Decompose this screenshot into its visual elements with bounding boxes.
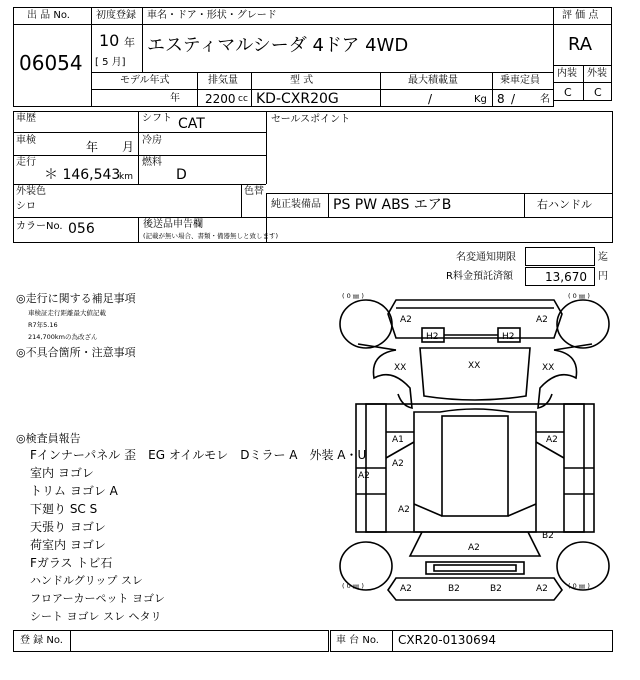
inspector-line: 天張り ヨゴレ bbox=[30, 520, 106, 534]
overall-grade: RA bbox=[568, 34, 593, 55]
interior-score: C bbox=[564, 86, 572, 99]
mileage-note-line: R7年5.16 bbox=[28, 321, 58, 329]
tire-label: ( 0 ㎜ ) bbox=[342, 292, 364, 300]
registration-no-label: 登 録 No. bbox=[20, 635, 63, 646]
damage-mark: A2 bbox=[546, 435, 558, 445]
fuel-label: 燃料 bbox=[142, 157, 162, 168]
chassis-no-value: CXR20-0130694 bbox=[398, 633, 496, 647]
max-load-unit: Kg bbox=[474, 94, 487, 105]
inspector-line: 荷室内 ヨゴレ bbox=[30, 538, 106, 552]
color-no-value: 056 bbox=[68, 221, 95, 237]
ac-label: 冷房 bbox=[142, 135, 162, 146]
inspection-label: 車検 bbox=[16, 135, 36, 146]
inspector-title: ◎検査員報告 bbox=[16, 432, 81, 445]
damage-mark: A2 bbox=[536, 584, 548, 594]
first-reg-label: 初度登録 bbox=[96, 10, 136, 21]
grade-label: 評 価 点 bbox=[562, 10, 599, 21]
damage-mark: B2 bbox=[448, 584, 460, 594]
inspector-line: Fインナーパネル 歪 EG オイルモレ Dミラー A 外装 A・U bbox=[30, 448, 367, 462]
color-label: 外装色 bbox=[16, 186, 46, 197]
color-no-label: カラーNo. bbox=[16, 221, 63, 232]
chassis-no-label: 車 台 No. bbox=[336, 635, 379, 646]
model-year-unit: 年 bbox=[170, 93, 180, 104]
tire-front-right bbox=[557, 300, 609, 348]
mileage-notes-title: ◎走行に関する補足事項 bbox=[16, 292, 136, 305]
shift-value: CAT bbox=[178, 116, 205, 132]
exterior-score: C bbox=[594, 86, 602, 99]
defects-title: ◎不具合箇所・注意事項 bbox=[16, 346, 136, 359]
tire-front-left bbox=[340, 300, 392, 348]
tire-label: ( 0 ㎜ ) bbox=[568, 292, 590, 300]
damage-mark: A2 bbox=[398, 505, 410, 515]
inspector-line: トリム ヨゴレ A bbox=[30, 484, 118, 498]
fuel-value: D bbox=[176, 167, 187, 183]
lot-label: 出 品 No. bbox=[27, 10, 70, 21]
mileage-unit: km bbox=[119, 172, 133, 182]
damage-mark: B2 bbox=[490, 584, 502, 594]
damage-mark: A2 bbox=[400, 315, 412, 325]
inspector-line: 室内 ヨゴレ bbox=[30, 466, 94, 480]
inspector-line: 下廻り SC S bbox=[30, 502, 98, 516]
damage-diagram bbox=[336, 286, 614, 602]
first-reg-year-unit: 年 bbox=[124, 36, 135, 49]
first-reg-month: [ 5 月] bbox=[95, 57, 126, 68]
color-value: シロ bbox=[16, 201, 36, 212]
recycle-fee-amount: 13,670 bbox=[545, 270, 587, 284]
displacement-label: 排気量 bbox=[208, 75, 238, 86]
mileage-label: 走行 bbox=[16, 157, 36, 168]
damage-mark: A2 bbox=[400, 584, 412, 594]
displacement-unit: cc bbox=[238, 94, 248, 104]
damage-mark: A2 bbox=[358, 471, 370, 481]
equipment-value: PS PW ABS エアB bbox=[333, 197, 452, 213]
transfer-deadline-label: 名変通知期限 bbox=[456, 252, 516, 263]
model-code: KD-CXR20G bbox=[256, 91, 339, 107]
tire-label: ( 0 ㎜ ) bbox=[342, 582, 364, 590]
damage-mark: H2 bbox=[426, 332, 439, 342]
recycle-fee-unit: 円 bbox=[598, 271, 608, 282]
recycle-fee-label: R料金預託済額 bbox=[446, 271, 513, 282]
color-change-label: 色替 bbox=[244, 186, 264, 197]
capacity-label: 乗車定員 bbox=[500, 75, 540, 86]
damage-mark: A2 bbox=[468, 543, 480, 553]
aftermarket-label: 後送品申告欄 bbox=[143, 219, 203, 230]
first-reg-year: 10 bbox=[99, 31, 120, 50]
inspector-line: フロアーカーペット ヨゴレ bbox=[30, 592, 165, 605]
inspection-month-unit: 月 bbox=[122, 140, 135, 154]
inspector-line: シート ヨゴレ スレ ヘタリ bbox=[30, 610, 162, 623]
damage-mark: A2 bbox=[536, 315, 548, 325]
transfer-deadline-box bbox=[525, 247, 595, 266]
sales-point-label: セールスポイント bbox=[271, 114, 351, 125]
damage-mark: A2 bbox=[392, 459, 404, 469]
transfer-deadline-unit: 迄 bbox=[598, 252, 608, 263]
mileage-note-line: 車検証走行距離最大値記載 bbox=[28, 309, 106, 317]
car-name: エスティマルシーダ 4ドア 4WD bbox=[147, 35, 409, 56]
steering-value: 右ハンドル bbox=[537, 198, 592, 211]
shift-label: シフト bbox=[142, 113, 172, 124]
capacity-value: 8 bbox=[497, 92, 505, 106]
damage-mark: XX bbox=[542, 363, 555, 373]
interior-label: 内装 bbox=[557, 68, 577, 79]
inspector-line: Fガラス トビ石 bbox=[30, 556, 113, 570]
capacity-unit: 名 bbox=[540, 94, 550, 105]
max-load-label: 最大積載量 bbox=[408, 75, 458, 86]
max-load-separator: / bbox=[428, 92, 433, 106]
model-year-label: モデル年式 bbox=[120, 75, 170, 86]
equipment-label: 純正装備品 bbox=[271, 199, 321, 210]
lot-number: 06054 bbox=[19, 51, 83, 75]
damage-mark: XX bbox=[468, 361, 481, 371]
aftermarket-note: (記載が無い場合、書類・備器無しと致します) bbox=[143, 232, 279, 240]
damage-mark: A1 bbox=[392, 435, 404, 445]
inspection-year-unit: 年 bbox=[86, 140, 99, 154]
capacity-separator: / bbox=[511, 92, 516, 106]
car-name-label: 車名・ドア・形状・グレード bbox=[147, 10, 277, 21]
model-label: 型 式 bbox=[290, 75, 314, 86]
damage-mark: H2 bbox=[502, 332, 515, 342]
damage-mark: B2 bbox=[542, 531, 554, 541]
mileage-note-line: 214,700kmの為改ざん bbox=[28, 333, 98, 341]
displacement-value: 2200 bbox=[205, 92, 236, 106]
inspector-line: ハンドルグリップ スレ bbox=[30, 574, 143, 587]
history-label: 車歴 bbox=[16, 113, 36, 124]
mileage-value: ＊ 146,543 bbox=[44, 167, 121, 183]
damage-mark: XX bbox=[394, 363, 407, 373]
exterior-label: 外装 bbox=[587, 68, 607, 79]
tire-label: ( 0 ㎜ ) bbox=[568, 582, 590, 590]
